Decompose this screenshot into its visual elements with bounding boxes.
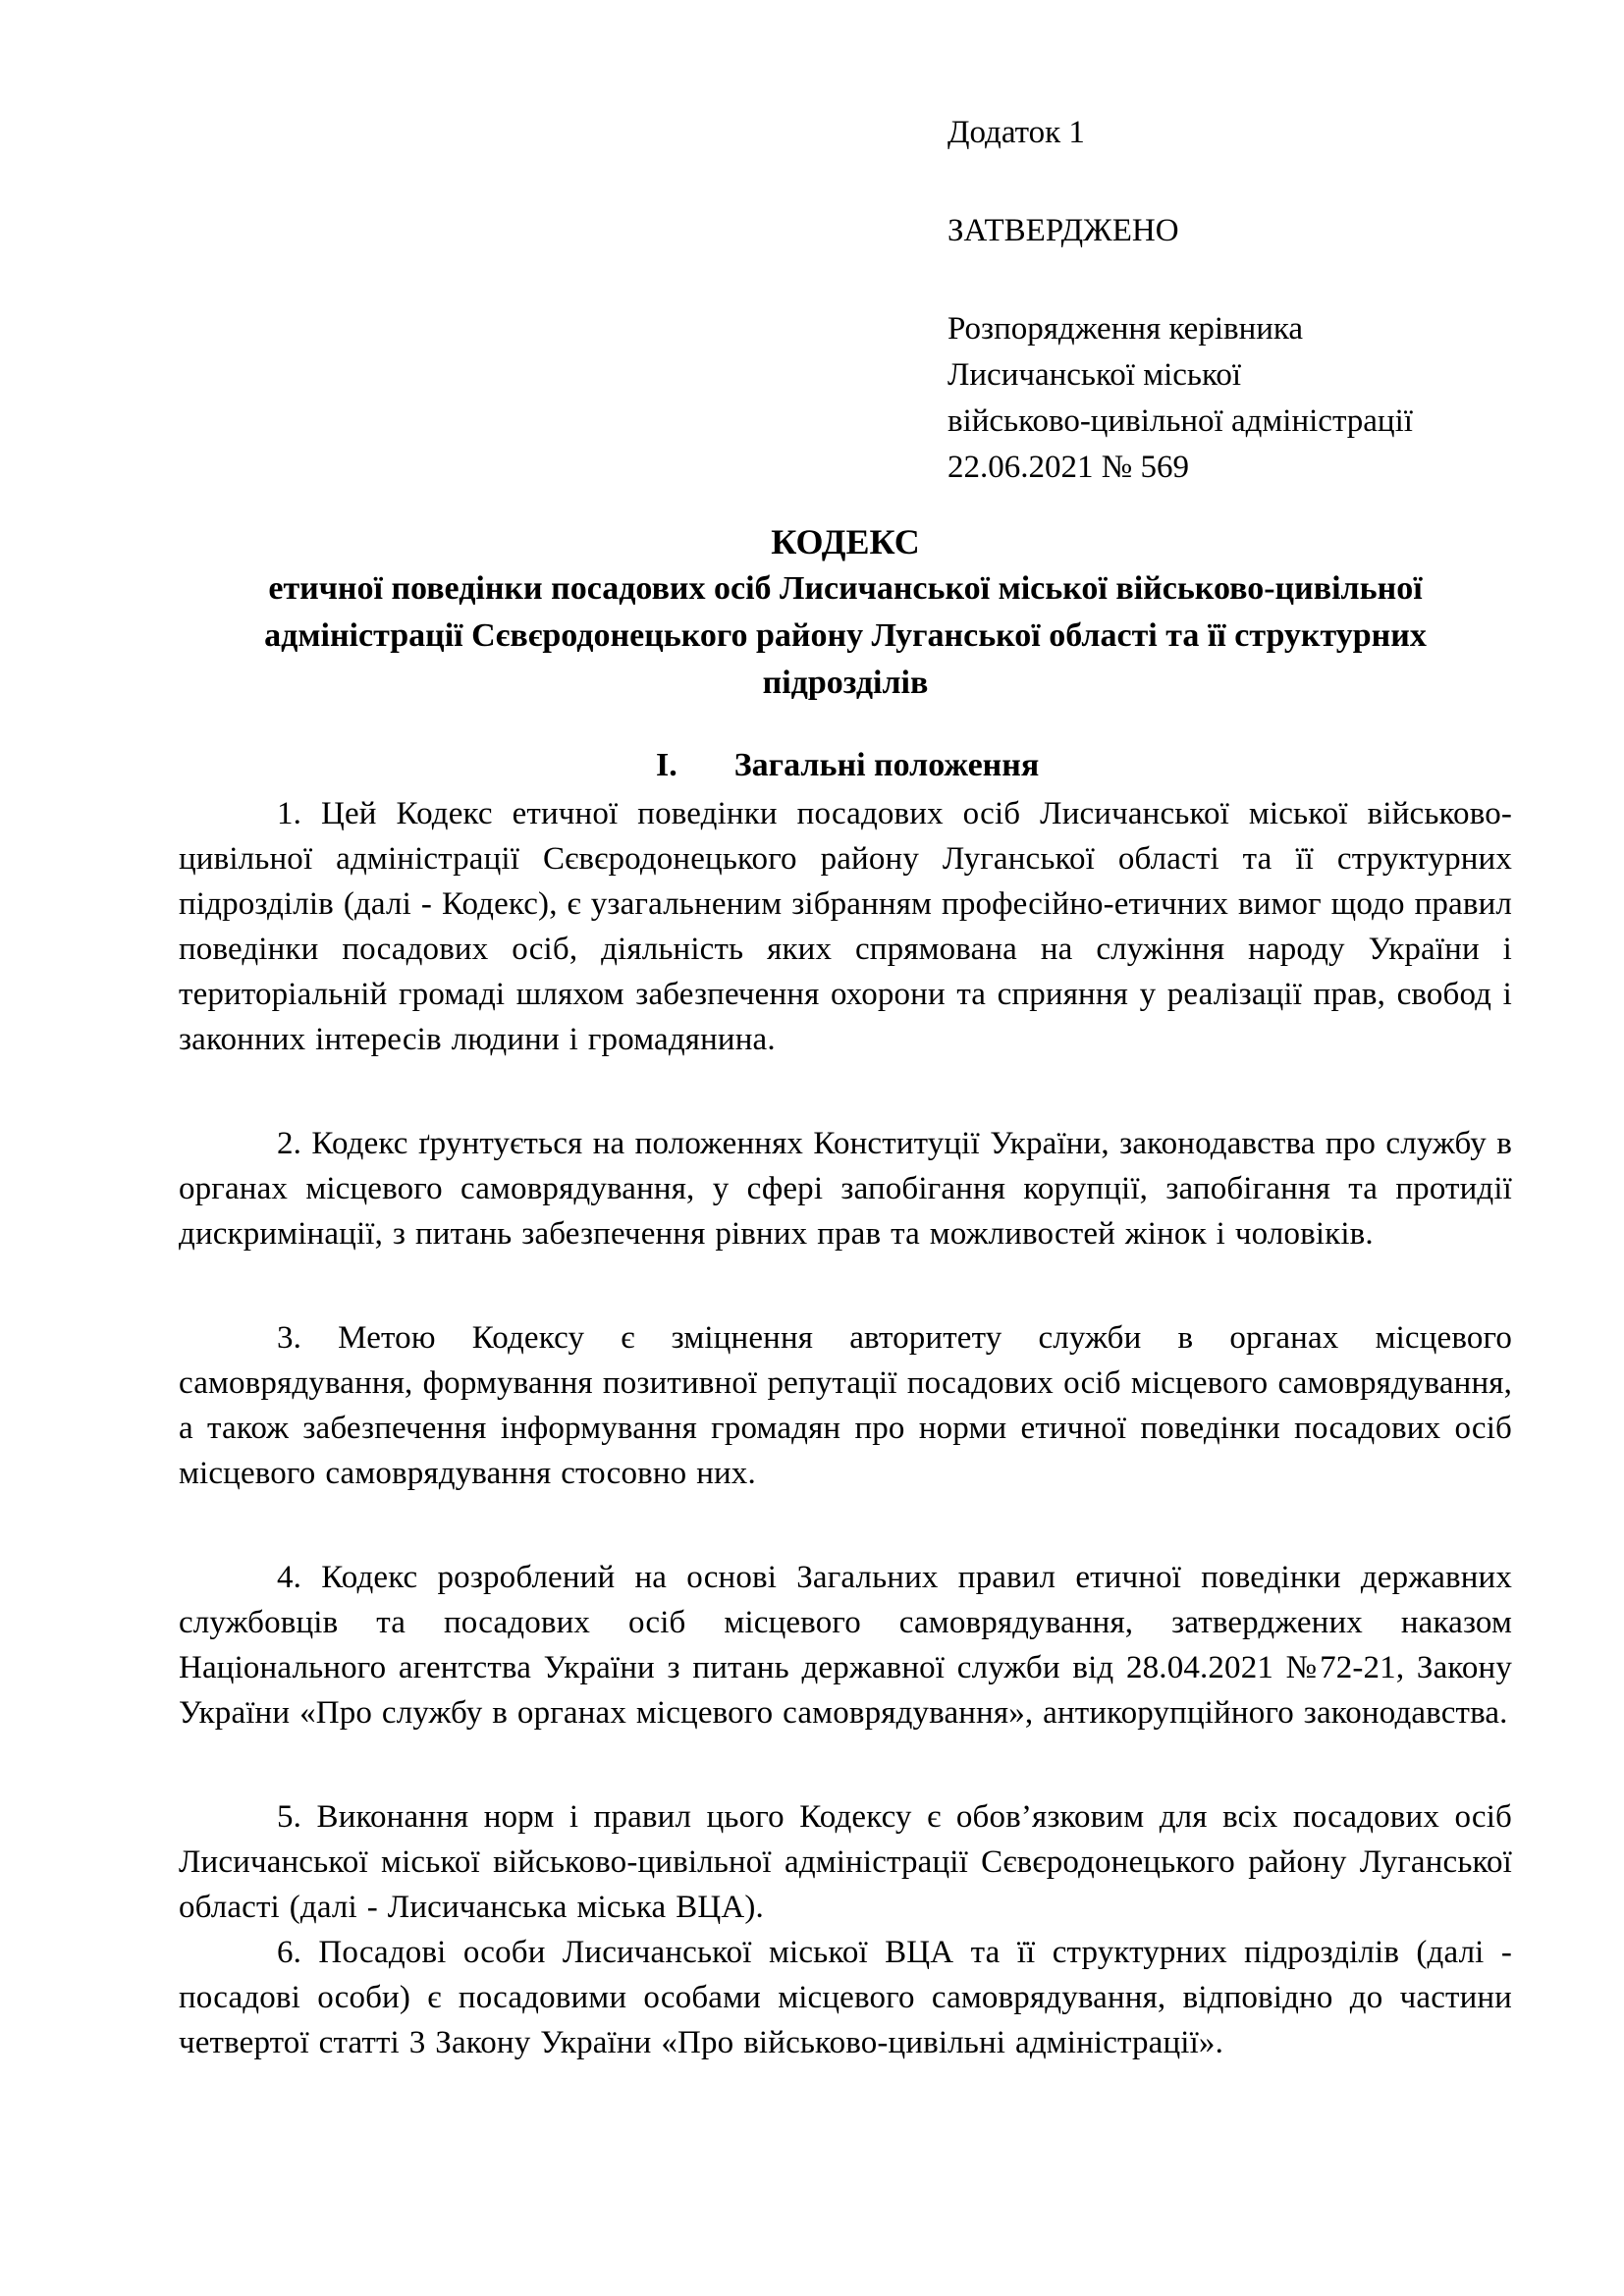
document-body <box>179 791 1512 2065</box>
paragraph-6: 6. Посадові особи Лисичанської міської ВЦА та її структурних підрозділів (далі - посадові особи) є посадовими особами місцевого самоврядування, відповідно до частини четвертої статті 3 Закону України «Про військово-цивільні адміністрації». <box>179 1935 1512 2060</box>
paragraph-4: 4. Кодекс розроблений на основі Загальних правил етичної поведінки державних службовців та посадових осіб місцевого самоврядування, затверджених наказом Національного агентства України з питань державної служби від 28.04.2021 №72-21, Закону України «Про службу в органах місцевого самоврядування», антикорупційного законодавства. <box>179 1560 1512 1731</box>
paragraph-1: 1. Цей Кодекс етичної поведінки посадових осіб Лисичанської міської військово-цивільної адміністрації Сєвєродонецького району Луганської області та її структурних підрозділів (далі - Кодекс), є узагальненим зібранням професійно-етичних вимог щодо правил поведінки посадових осіб, діяльність яких спрямована на служіння народу України і територіальній громаді шляхом забезпечення охорони та сприяння у реалізації прав, свобод і законних інтересів людини і громадянина. <box>179 796 1512 1057</box>
paragraph-5: 5. Виконання норм і правил цього Кодексу є обов’язковим для всіх посадових осіб Лисичанської міської військово-цивільної адміністрації Сєвєродонецького району Луганської області (далі - Лисичанська міська ВЦА). <box>179 1799 1512 1925</box>
paragraph-3: 3. Метою Кодексу є зміцнення авторитету служби в органах місцевого самоврядування, формування позитивної репутації посадових осіб місцевого самоврядування, а також забезпечення інформування громадян про норми етичної поведінки посадових осіб місцевого самоврядування стосовно них. <box>179 1320 1512 1491</box>
approved-label: ЗАТВЕРДЖЕНО <box>947 213 1179 248</box>
order-line-1: Розпорядження керівника <box>947 311 1304 347</box>
order-line-2: Лисичанської міської <box>947 357 1241 393</box>
appendix-label: Додаток 1 <box>947 115 1085 150</box>
document-title-block <box>179 518 1512 707</box>
section-heading <box>656 744 1039 787</box>
order-line-3: військово-цивільної адміністрації <box>947 403 1413 439</box>
paragraph-2: 2. Кодекс ґрунтується на положеннях Конституції України, законодавства про службу в органах місцевого самоврядування, у сфері запобігання корупції, запобігання та протидії дискримінації, з питань забезпечення рівних прав та можливостей жінок і чоловіків. <box>179 1126 1512 1252</box>
document-title: КОДЕКС <box>771 522 920 561</box>
approval-block <box>947 110 1413 491</box>
order-reference <box>947 306 1413 491</box>
document-subtitle: етичної поведінки посадових осіб Лисичанської міської військово-цивільної адміністрації Сєвєродонецького району Луганської області та її структурних підрозділів <box>264 570 1427 701</box>
section-number: I. <box>656 747 677 783</box>
section-title: Загальні положення <box>733 747 1040 783</box>
order-line-4: 22.06.2021 № 569 <box>947 450 1189 485</box>
